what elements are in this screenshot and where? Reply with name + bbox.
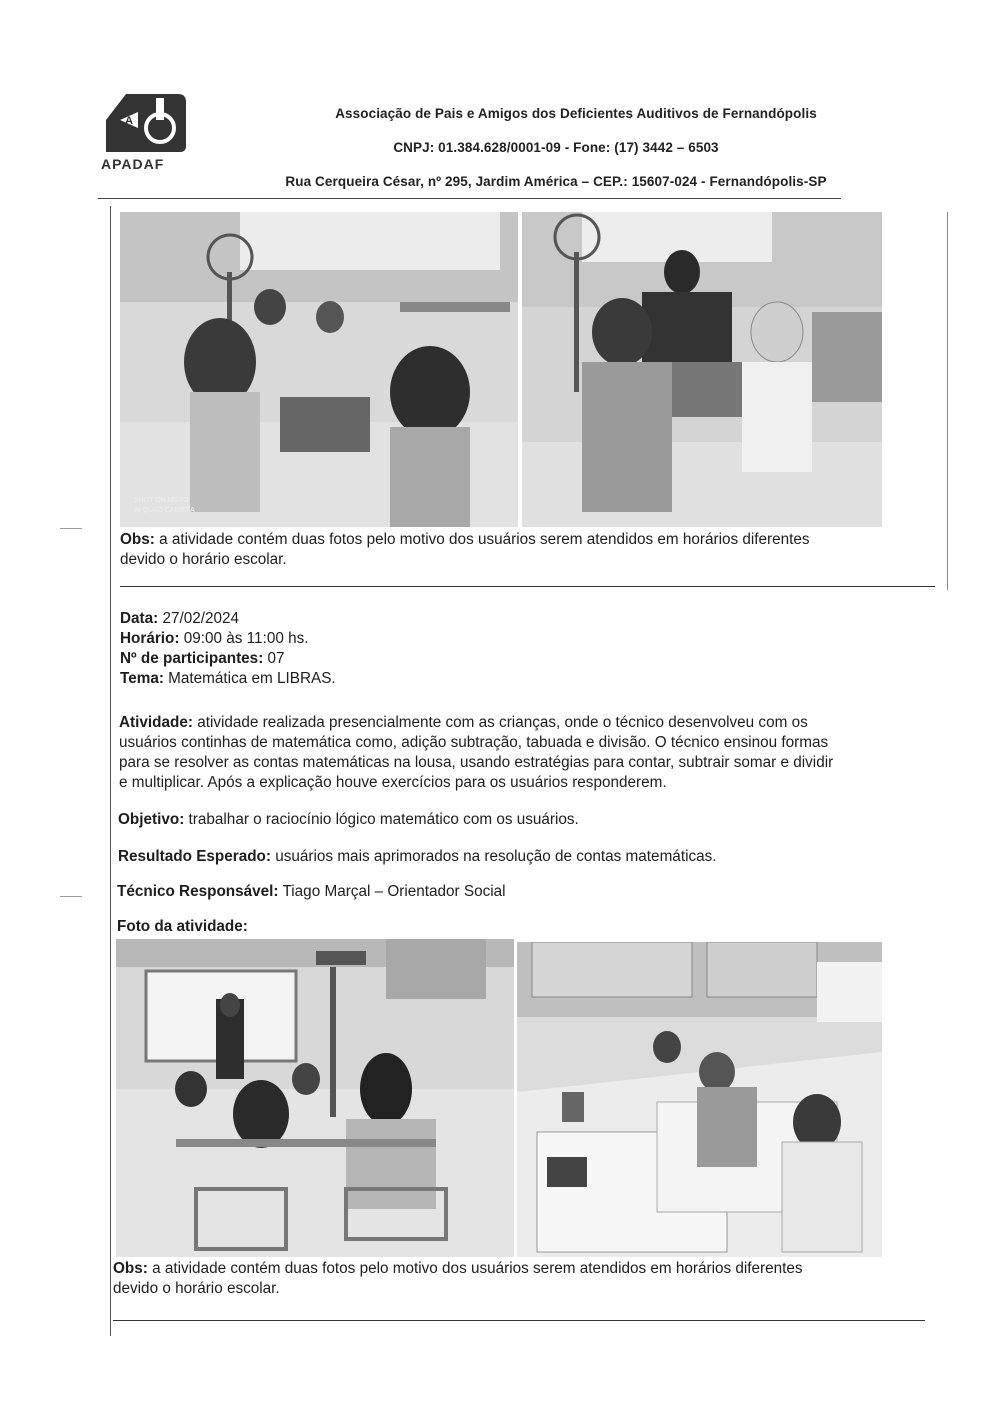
info-block	[120, 609, 620, 689]
obs-note-2: Obs: a atividade contém duas fotos pelo motivo dos usuários serem atendidos em horários diferentes devido o horário escolar.	[113, 1260, 803, 1297]
margin-mark	[60, 896, 82, 897]
obs-note-1: Obs: a atividade contém duas fotos pelo motivo dos usuários serem atendidos em horários diferentes devido o horário escolar.	[120, 531, 810, 568]
svg-text:A: A	[125, 115, 133, 127]
photo-section-label: Foto da atividade:	[117, 918, 248, 935]
svg-text:APADAF: APADAF	[101, 156, 165, 172]
org-name: Associação de Pais e Amigos dos Deficientes Auditivos de Fernandópolis	[335, 106, 817, 121]
time-line: Horário: 09:00 às 11:00 hs.	[120, 630, 309, 647]
technician-line: Técnico Responsável: Tiago Marçal – Orientador Social	[117, 883, 506, 900]
expected-result-line: Resultado Esperado: usuários mais aprimorados na resolução de contas matemáticas.	[118, 848, 717, 865]
photo-chess-girls	[120, 212, 518, 527]
left-border	[110, 206, 111, 1336]
section-divider	[120, 586, 935, 587]
svg-text:AI QUAD CAMERA: AI QUAD CAMERA	[134, 507, 195, 514]
footer-divider	[113, 1320, 925, 1321]
apadaf-logo	[98, 90, 188, 174]
address: Rua Cerqueira César, nº 295, Jardim América – CEP.: 15607-024 - Fernandópolis-SP	[285, 174, 827, 189]
header-divider	[98, 198, 841, 199]
photo-classroom-board	[116, 939, 514, 1257]
photo-chess-teacher	[522, 212, 882, 527]
theme-line: Tema: Matemática em LIBRAS.	[120, 670, 336, 687]
margin-mark	[60, 528, 82, 529]
svg-text:SHOT ON MOTO: SHOT ON MOTO	[134, 497, 189, 504]
date-line: Data: 27/02/2024	[120, 610, 240, 627]
cnpj-phone: CNPJ: 01.384.628/0001-09 - Fone: (17) 3442 – 6503	[393, 140, 719, 155]
photo-classroom-desks	[517, 942, 882, 1257]
objective-line: Objetivo: trabalhar o raciocínio lógico matemático com os usuários.	[118, 811, 579, 828]
participants-line: Nº de participantes: 07	[120, 650, 285, 667]
activity-paragraph: Atividade: atividade realizada presencialmente com as crianças, onde o técnico desenvolveu com os usuários continhas de matemática como, adição subtração, tabuada e divisão. O técnico ensinou formas para se resolver as contas matemáticas na lousa, usando estratégias para contar, subtrair somar e dividir e multiplicar. Após a explicação houve exercícios para os usuários responderem.	[119, 714, 834, 791]
